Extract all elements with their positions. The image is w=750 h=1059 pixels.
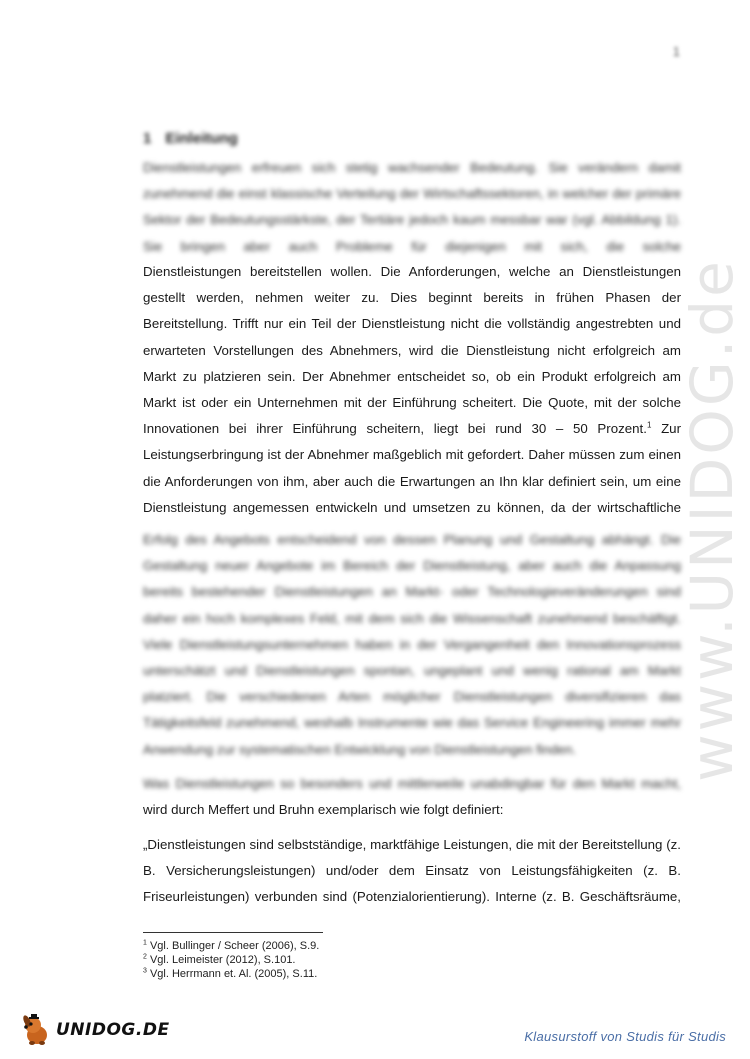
watermark-text: www.UNIDOG.de [678,258,746,782]
dog-mascot-icon [20,1013,54,1047]
section-number: 1 [143,130,152,147]
main-text-part2: Zur Leistungserbringung ist der Abnehmer maßgeblich mit gefordert. Daher müssen zum einen die Anforderungen von ihm, aber auch die Erwartungen an Ihn klar definiert sein, um eine Dienstleistung angemessen entwickeln und umsetzen zu können, da der wirtschaftliche [143,421,682,515]
page-number: 1 [672,44,680,59]
logo-text: UNIDOG.DE [56,1020,170,1040]
definition-lead-in [143,771,681,823]
footnotes [143,939,319,981]
definition-quote: „Dienstleistungen sind selbstständige, marktfähige Leistungen, die mit der Bereitstellung (z. B. Versicherungsleistungen) und/oder dem Einsatz von Leistungsfähigkeiten (z. B. Friseurleistungen) verbunden sind (Potenzialorientierung). Interne (z. B. Geschäftsräume, [143,837,681,905]
footnote-ref-1: 1 [646,420,652,430]
footnote-separator [143,932,323,933]
footnote-3: $^3$ Vgl. Herrmann et. Al. (2005), S.11. [143,967,318,980]
blurred-lead-in-line: Was Dienstleistungen so besonders und mittlerweile unabdingbar für den Markt macht, [143,776,681,791]
definition-intro-line: wird durch Meffert und Bruhn exemplarisch wie folgt definiert: [143,802,504,818]
footnote-1: $^1$ Vgl. Bullinger / Scheer (2006), S.9. [143,939,320,952]
main-paragraph [143,259,681,521]
footer-slogan: Klausurstoff von Studis für Studis [524,1029,726,1044]
blurred-middle-paragraph: Erfolg des Angebots entscheidend von dessen Planung und Gestaltung abhängt. Die Gestaltung neuer Angebote im Bereich der Dienstleistung, aber auch die Anpassung bereits bestehender Dienstleistungen an Markt- oder Technologieveränderungen sind daher ein hoch komplexes Feld, mit dem sich die Wissenschaft zunehmend beschäftigt. Viele Dienstleistungsunternehmen haben in der Vergangenheit den Innovationsprozess unterschätzt und Dienstleistungen spontan, ungeplant und wenig rational am Markt platziert. Die verschiedenen Arten möglicher Dienstleistungen diversifizieren das Tätigkeitsfeld zunehmend, weshalb Instrumente wie das Service Engineering immer mehr Anwendung zur systematischen Entwicklung von Dienstleistungen finden. [143,532,681,757]
unidog-logo [20,1013,170,1047]
main-text-part1: Dienstleistungen bereitstellen wollen. Die Anforderungen, welche an Dienstleistungen gestellt werden, nehmen weiter zu. Dies beginnt bereits in frühen Phasen der Bereitstellung. Trifft nur ein Teil der Dienstleistung nicht die vollständig angestrebten und erwarteten Vorstellungen des Abnehmers, wird die Dienstleistung nicht erfolgreich am Markt zu platzieren sein. Der Abnehmer entscheidet so, ob ein Produkt erfolgreich am Markt ist oder ein Unternehmen mit der Einführung scheitert. Die Quote, mit der solche Innovationen bei ihrer Einführung scheitern, liegt bei rund 30 – 50 Prozent. [143,264,681,437]
footnote-2: $^2$ Vgl. Leimeister (2012), S.101. [143,953,296,966]
watermark [662,258,750,782]
blurred-intro-paragraph: Dienstleistungen erfreuen sich stetig wachsender Bedeutung. Sie verändern damit zunehmend die einst klassische Verteilung der Wirtschaftssektoren, in welcher der primäre Sektor der Bedeutungsstärkste, der Tertiäre jedoch kaum messbar war (vgl. Abbildung 1). Sie bringen aber auch Probleme für diejenigen mit sich, die solche [143,160,681,254]
section-title: Einleitung [165,130,238,147]
section-heading [143,130,252,147]
